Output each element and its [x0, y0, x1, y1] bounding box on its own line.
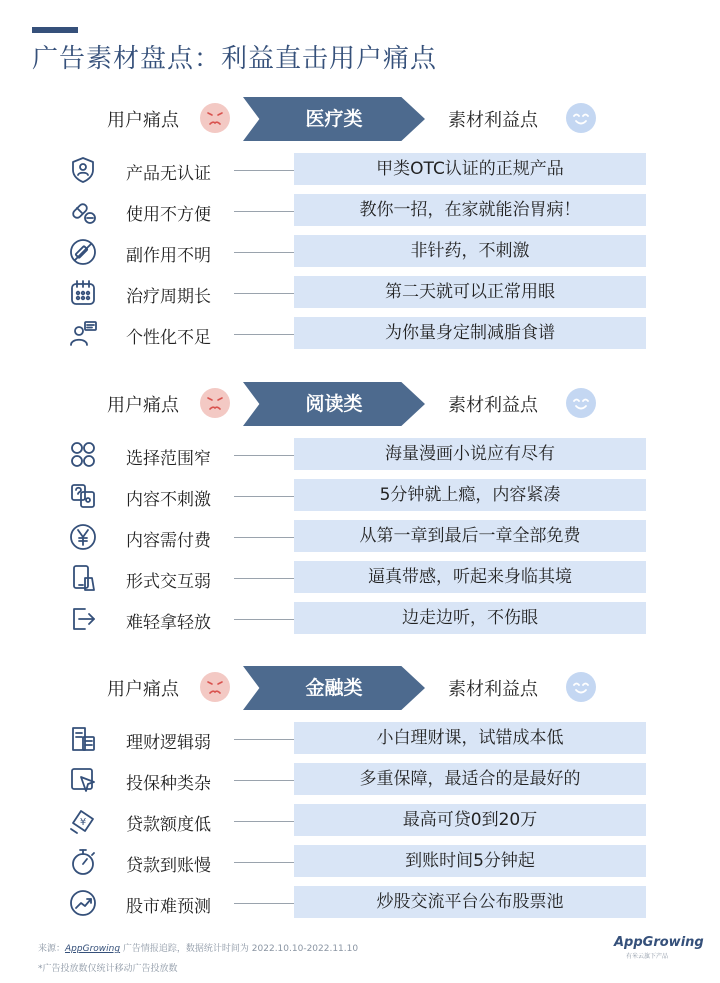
certified-shield-icon — [67, 154, 99, 186]
benefit-text: 5分钟就上瘾，内容紧凑 — [294, 479, 646, 511]
benefit-text: 炒股交流平台公布股票池 — [294, 886, 646, 918]
benefit-text: 从第一章到最后一章全部免费 — [294, 520, 646, 552]
pain-benefit-row — [0, 886, 720, 920]
benefit-text: 非针药，不刺激 — [294, 235, 646, 267]
pain-point-text: 副作用不明 — [126, 246, 211, 266]
connector-line — [234, 780, 294, 781]
yen-coin-icon — [67, 521, 99, 553]
pill-icon — [67, 195, 99, 227]
footer-source-prefix: 来源： — [38, 944, 66, 954]
pain-point-text: 理财逻辑弱 — [126, 733, 211, 753]
footer-source-brand-link[interactable]: AppGrowing — [65, 944, 121, 954]
stopwatch-icon — [67, 846, 99, 878]
pain-benefit-row — [0, 602, 720, 636]
pain-point-text: 内容不刺激 — [126, 490, 211, 510]
pain-point-text: 产品无认证 — [126, 164, 211, 184]
footer-note: *广告投放数仅统计移动广告投放数 — [38, 964, 178, 974]
happy-face-icon — [566, 672, 596, 702]
pain-benefit-row — [0, 520, 720, 554]
svg-text:¥: ¥ — [79, 817, 87, 828]
connector-line — [234, 334, 294, 335]
connector-line — [234, 496, 294, 497]
benefit-text: 第二天就可以正常用眼 — [294, 276, 646, 308]
benefit-label: 素材利益点 — [448, 679, 538, 700]
connector-line — [234, 537, 294, 538]
benefit-text: 最高可贷0到20万 — [294, 804, 646, 836]
footer-source-text: 广告情报追踪，数据统计时间为 2022.10.10-2022.11.10 — [120, 944, 359, 954]
benefit-text: 小白理财课，试错成本低 — [294, 722, 646, 754]
pain-benefit-row — [0, 276, 720, 310]
category-label: 金融类 — [305, 677, 363, 699]
benefit-label: 素材利益点 — [448, 110, 538, 131]
connector-line — [234, 578, 294, 579]
connector-line — [234, 739, 294, 740]
benefit-text: 为你量身定制减脂食谱 — [294, 317, 646, 349]
pain-point-label: 用户痛点 — [107, 110, 179, 131]
pain-point-text: 投保种类杂 — [126, 774, 211, 794]
sad-face-icon — [200, 672, 230, 702]
pain-point-label: 用户痛点 — [107, 679, 179, 700]
calendar-icon — [67, 277, 99, 309]
section-header — [0, 97, 720, 141]
trend-up-icon — [67, 887, 99, 919]
pain-point-text: 使用不方便 — [126, 205, 211, 225]
pain-benefit-row — [0, 845, 720, 879]
pain-benefit-row — [0, 317, 720, 351]
sad-face-icon — [200, 388, 230, 418]
connector-line — [234, 862, 294, 863]
connector-line — [234, 903, 294, 904]
category-label: 医疗类 — [305, 108, 363, 130]
pain-benefit-row — [0, 804, 720, 838]
question-cards-icon — [67, 480, 99, 512]
benefit-text: 教你一招，在家就能治胃病！ — [294, 194, 646, 226]
page-title: 广告素材盘点：利益直击用户痛点 — [32, 44, 438, 74]
pain-point-label: 用户痛点 — [107, 395, 179, 416]
connector-line — [234, 293, 294, 294]
pain-benefit-row — [0, 561, 720, 595]
benefit-text: 到账时间5分钟起 — [294, 845, 646, 877]
pain-point-text: 贷款到账慢 — [126, 856, 211, 876]
logo-text: AppGrowing — [614, 935, 704, 950]
connector-line — [234, 455, 294, 456]
footer-source — [38, 941, 358, 954]
pain-benefit-row — [0, 722, 720, 756]
title-accent-bar — [32, 27, 78, 33]
pain-point-text: 形式交互弱 — [126, 572, 211, 592]
connector-line — [234, 252, 294, 253]
pain-benefit-row — [0, 235, 720, 269]
pain-point-text: 难轻拿轻放 — [126, 613, 211, 633]
pain-point-text: 贷款额度低 — [126, 815, 211, 835]
sad-face-icon — [200, 103, 230, 133]
doctor-chat-icon — [67, 318, 99, 350]
no-syringe-icon — [67, 236, 99, 268]
connector-line — [234, 821, 294, 822]
pain-point-text: 选择范围窄 — [126, 449, 211, 469]
grid-circles-icon — [67, 439, 99, 471]
logo-subtitle: 有米云旗下产品 — [626, 953, 669, 960]
exit-arrow-icon — [67, 603, 99, 635]
pain-point-text: 股市难预测 — [126, 897, 211, 917]
benefit-text: 边走边听，不伤眼 — [294, 602, 646, 634]
money-hand-icon — [67, 805, 99, 837]
section-header — [0, 382, 720, 426]
benefit-text: 逼真带感，听起来身临其境 — [294, 561, 646, 593]
connector-line — [234, 619, 294, 620]
pain-benefit-row — [0, 763, 720, 797]
pain-benefit-row — [0, 153, 720, 187]
connector-line — [234, 170, 294, 171]
connector-line — [234, 211, 294, 212]
section-header — [0, 666, 720, 710]
benefit-text: 多重保障，最适合的是最好的 — [294, 763, 646, 795]
pain-point-text: 内容需付费 — [126, 531, 211, 551]
benefit-text: 甲类OTC认证的正规产品 — [294, 153, 646, 185]
phone-touch-icon — [67, 562, 99, 594]
benefit-text: 海量漫画小说应有尽有 — [294, 438, 646, 470]
benefit-label: 素材利益点 — [448, 395, 538, 416]
category-label: 阅读类 — [305, 393, 363, 415]
appgrowing-logo — [614, 935, 704, 963]
pain-benefit-row — [0, 438, 720, 472]
happy-face-icon — [566, 388, 596, 418]
pain-benefit-row — [0, 479, 720, 513]
pain-point-text: 治疗周期长 — [126, 287, 211, 307]
ledger-calculator-icon — [67, 723, 99, 755]
happy-face-icon — [566, 103, 596, 133]
cursor-click-icon — [67, 764, 99, 796]
pain-point-text: 个性化不足 — [126, 328, 211, 348]
pain-benefit-row — [0, 194, 720, 228]
